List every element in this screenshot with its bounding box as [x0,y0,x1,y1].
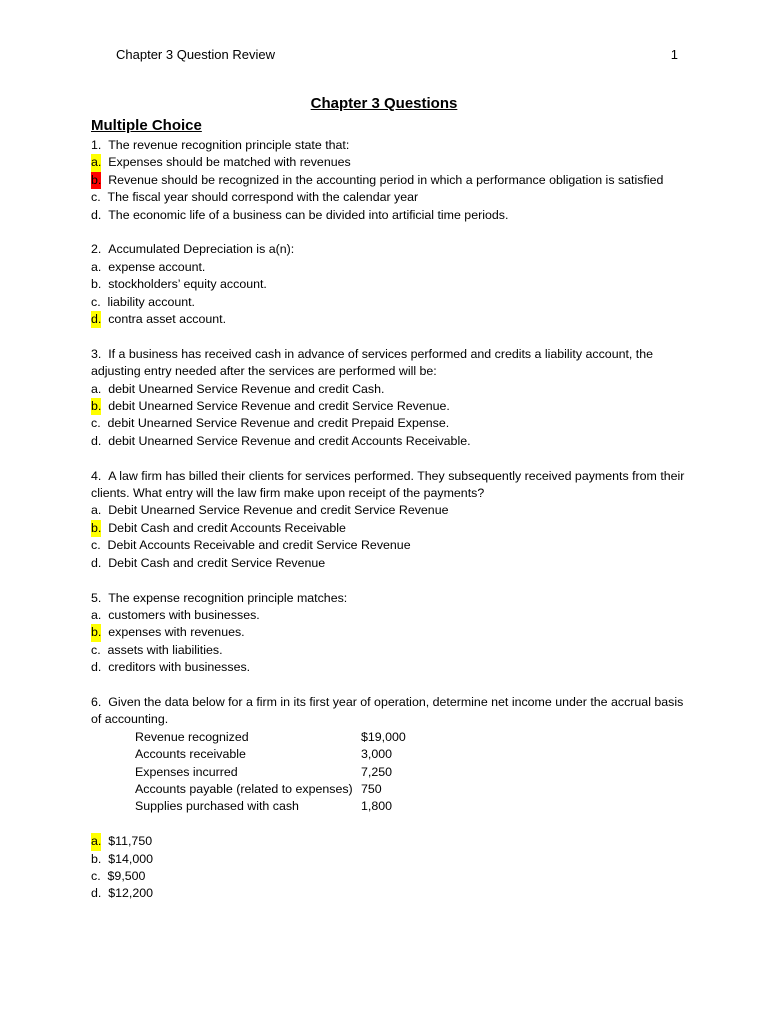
answer-option [91,276,691,293]
option-text: $14,000 [108,851,154,866]
question-text: A law firm has billed their clients for services performed. They subsequently received payments from their clients. What entry will the law firm make upon receipt of the payments? [91,468,685,501]
option-text: debit Unearned Service Revenue and credit Accounts Receivable. [108,433,471,448]
question-text: If a business has received cash in advance of services performed and credits a liability account, the adjusting entry needed after the services are performed will be: [91,346,654,379]
answer-option [91,415,691,432]
option-text: creditors with businesses. [108,660,251,675]
option-text: expense account. [108,259,206,274]
option-letter: a. [91,154,101,171]
option-letter: a. [91,833,101,850]
option-text: contra asset account. [108,312,227,327]
spacer [91,816,691,833]
question-stem [91,590,691,607]
answer-option [91,311,691,328]
question-3 [91,346,691,450]
option-letter: c. [91,190,101,205]
option-text: The fiscal year should correspond with the calendar year [107,190,419,205]
option-letter: d. [91,433,102,448]
question-stem [91,241,691,258]
option-text: Debit Cash and credit Accounts Receivable [108,520,346,535]
answer-option [91,659,691,676]
data-label: Revenue recognized [135,729,249,744]
question-number: 6. [91,694,102,709]
option-text: stockholders’ equity account. [108,277,267,292]
question-number: 2. [91,242,102,257]
question-number: 1. [91,138,102,152]
data-row [135,798,406,815]
answer-option [91,851,691,868]
question-text: Given the data below for a firm in its first year of operation, determine net income under the accrual basis of accounting. [91,694,684,727]
answer-option [91,294,691,311]
answer-option [91,189,691,206]
data-label: Supplies purchased with cash [135,799,299,814]
option-text: Expenses should be matched with revenues [108,155,351,170]
answer-option [91,502,691,519]
data-label: Expenses incurred [135,764,238,779]
question-number: 4. [91,468,102,483]
option-text: Debit Unearned Service Revenue and credit Service Revenue [108,503,449,518]
option-letter: c. [91,868,101,883]
question-text: Accumulated Depreciation is a(n): [108,242,295,257]
option-letter: b. [91,172,101,189]
option-letter: a. [91,503,102,518]
question-1 [91,137,691,224]
option-letter: a. [91,607,102,622]
option-letter: b. [91,624,101,641]
answer-option [91,537,691,554]
question-text: The expense recognition principle matches: [108,590,348,605]
question-4 [91,468,691,572]
option-letter: d. [91,555,102,570]
option-text: liability account. [107,294,195,309]
question-list [91,137,691,903]
question-stem [91,137,691,154]
answer-option [91,433,691,450]
question-5 [91,590,691,677]
option-text: $11,750 [108,834,153,849]
option-letter: b. [91,851,102,866]
data-row [135,764,406,781]
option-letter: a. [91,381,102,396]
page-number: 1 [670,47,678,62]
option-text: assets with liabilities. [107,642,223,657]
answer-option [91,833,691,850]
option-letter: b. [91,398,101,415]
option-text: Revenue should be recognized in the accounting period in which a performance obligation is satisfied [108,172,664,187]
question-stem [91,468,691,503]
option-text: debit Unearned Service Revenue and credit Cash. [108,381,385,396]
data-table [135,729,406,816]
answer-option [91,624,691,641]
data-value: 3,000 [361,747,393,762]
data-row [135,746,406,763]
option-text: Debit Cash and credit Service Revenue [108,555,326,570]
section-title: Multiple Choice [91,117,202,134]
question-stem [91,694,691,729]
answer-option [91,520,691,537]
answer-option [91,172,691,189]
data-label: Accounts payable (related to expenses) [135,781,353,796]
data-value: 750 [361,781,382,796]
question-2 [91,241,691,328]
option-letter: c. [91,538,101,553]
document-title: Chapter 3 Questions [310,95,458,112]
answer-option [91,207,691,224]
option-letter: d. [91,311,101,328]
option-letter: d. [91,886,102,901]
option-text: $9,500 [107,868,146,883]
answer-option [91,381,691,398]
page-header [116,47,678,65]
option-letter: d. [91,207,102,222]
answer-option [91,868,691,885]
option-text: expenses with revenues. [108,625,245,640]
option-letter: c. [91,416,101,431]
question-number: 5. [91,590,102,605]
data-value: $19,000 [361,729,406,744]
question-text: The revenue recognition principle state that: [108,138,350,152]
data-value: 1,800 [361,799,393,814]
option-letter: c. [91,642,101,657]
option-text: $12,200 [108,886,154,901]
data-label: Accounts receivable [135,747,246,762]
answer-option [91,555,691,572]
data-row [135,729,406,746]
answer-option [91,154,691,171]
answer-option [91,259,691,276]
option-text: debit Unearned Service Revenue and credit Prepaid Expense. [107,416,450,431]
option-letter: a. [91,259,102,274]
option-letter: d. [91,660,102,675]
answer-option [91,607,691,624]
option-letter: b. [91,277,102,292]
option-text: customers with businesses. [108,607,260,622]
option-text: debit Unearned Service Revenue and credit Service Revenue. [108,399,450,414]
question-number: 3. [91,346,102,361]
option-text: Debit Accounts Receivable and credit Service Revenue [107,538,411,553]
data-row [135,781,406,798]
option-text: The economic life of a business can be divided into artificial time periods. [108,207,509,222]
option-letter: c. [91,294,101,309]
answer-option [91,398,691,415]
answer-option [91,642,691,659]
data-value: 7,250 [361,764,393,779]
question-stem [91,346,691,381]
question-6 [91,694,691,903]
header-title: Chapter 3 Question Review [116,47,275,62]
answer-option [91,885,691,902]
option-letter: b. [91,520,101,537]
